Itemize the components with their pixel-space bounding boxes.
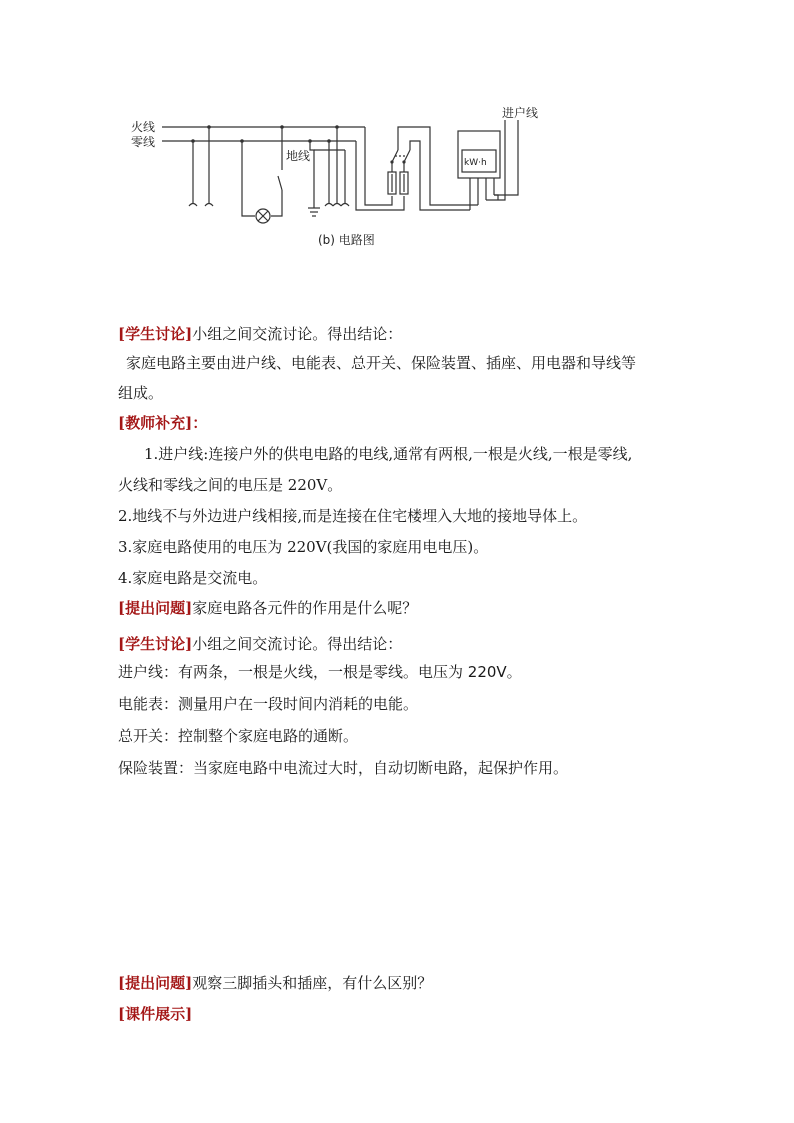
question-text: 观察三脚插头和插座，有什么区别？ xyxy=(192,974,433,992)
meter-unit-label: kW·h xyxy=(464,158,487,168)
section-tag: [学生讨论] xyxy=(118,635,193,653)
label-neutral-wire: 零线 xyxy=(131,135,156,149)
component-incoming-line: 进户线：有两条，一根是火线，一根是零线。电压为 220V。 xyxy=(118,663,522,681)
discussion-1-header xyxy=(118,324,402,344)
point-2: 2.地线不与外边进户线相接,而是连接在住宅楼埋入大地的接地导体上。 xyxy=(118,507,588,525)
point-3: 3.家庭电路使用的电压为 220V(我国的家庭用电电压)。 xyxy=(118,538,489,556)
tag-colon: ： xyxy=(192,414,208,432)
label-ground-wire: 地线 xyxy=(286,149,311,163)
point-1-line-1: 1.进户线:连接户外的供电电路的电线,通常有两根,一根是火线,一根是零线, xyxy=(144,445,633,463)
discussion-prompt: 小组之间交流讨论。得出结论： xyxy=(192,325,403,343)
question-text: 家庭电路各元件的作用是什么呢？ xyxy=(192,599,418,617)
section-tag: [提出问题] xyxy=(118,599,193,617)
courseware-header xyxy=(118,1004,192,1024)
diagram-caption: (b) 电路图 xyxy=(318,233,375,247)
conclusion-line-1: 家庭电路主要由进户线、电能表、总开关、保险装置、插座、用电器和导线等 xyxy=(126,354,637,372)
label-live-wire: 火线 xyxy=(131,120,156,134)
section-tag: [提出问题] xyxy=(118,974,193,992)
component-fuse: 保险装置：当家庭电路中电流过大时，自动切断电路，起保护作用。 xyxy=(118,759,569,777)
section-tag: [课件展示] xyxy=(118,1005,193,1023)
discussion-2-header xyxy=(118,634,402,654)
conclusion-line-2: 组成。 xyxy=(118,384,164,402)
component-energy-meter: 电能表：测量用户在一段时间内消耗的电能。 xyxy=(118,695,419,713)
point-1-line-2: 火线和零线之间的电压是 220V。 xyxy=(118,476,343,494)
section-tag: [学生讨论] xyxy=(118,325,193,343)
discussion-prompt: 小组之间交流讨论。得出结论： xyxy=(192,635,403,653)
circuit-diagram xyxy=(0,0,794,260)
label-incoming-line: 进户线 xyxy=(502,106,539,120)
component-main-switch: 总开关：控制整个家庭电路的通断。 xyxy=(118,727,359,745)
point-4: 4.家庭电路是交流电。 xyxy=(118,569,268,587)
question-2 xyxy=(118,973,432,993)
teacher-supplement-header xyxy=(118,413,207,433)
section-tag: [教师补充] xyxy=(118,414,193,432)
question-1 xyxy=(118,598,417,618)
